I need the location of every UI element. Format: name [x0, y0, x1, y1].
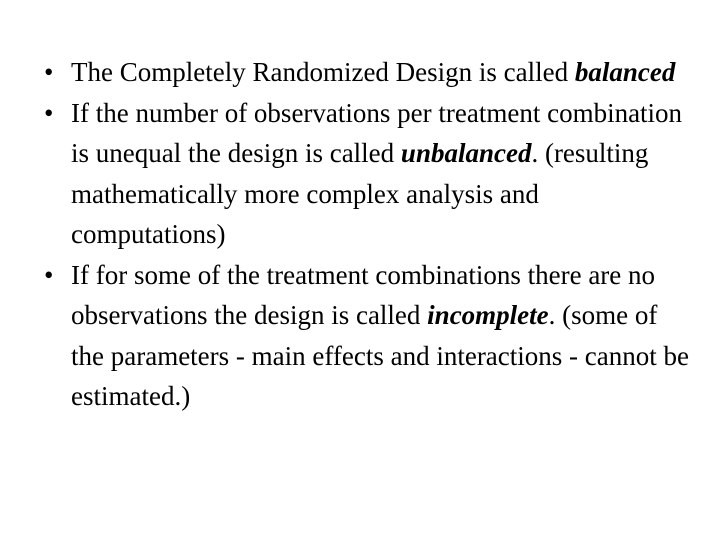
bullet-icon: • — [44, 259, 54, 290]
bullet-item-unbalanced — [44, 93, 694, 255]
bullet-list — [44, 52, 694, 417]
bullet-text: If the number of observations per treatment combination is unequal the design is called — [71, 97, 683, 168]
bullet-text: The Completely Randomized Design is called — [71, 57, 575, 87]
term-incomplete: incomplete — [427, 300, 549, 330]
bullet-text-after: . (some of the parameters - main effects and interactions - cannot be estimated.) — [71, 300, 689, 411]
bullet-icon: • — [44, 97, 54, 128]
bullet-icon: • — [44, 57, 54, 87]
bullet-item-incomplete — [44, 255, 694, 417]
bullet-text-after: . (resulting mathematically more complex analysis and computations) — [71, 138, 649, 249]
term-balanced: balanced — [574, 57, 676, 87]
bullet-text: If for some of the treatment combinations there are no observations the design is called — [71, 259, 656, 330]
bullet-item-balanced — [44, 52, 694, 93]
term-unbalanced: unbalanced — [400, 138, 532, 168]
